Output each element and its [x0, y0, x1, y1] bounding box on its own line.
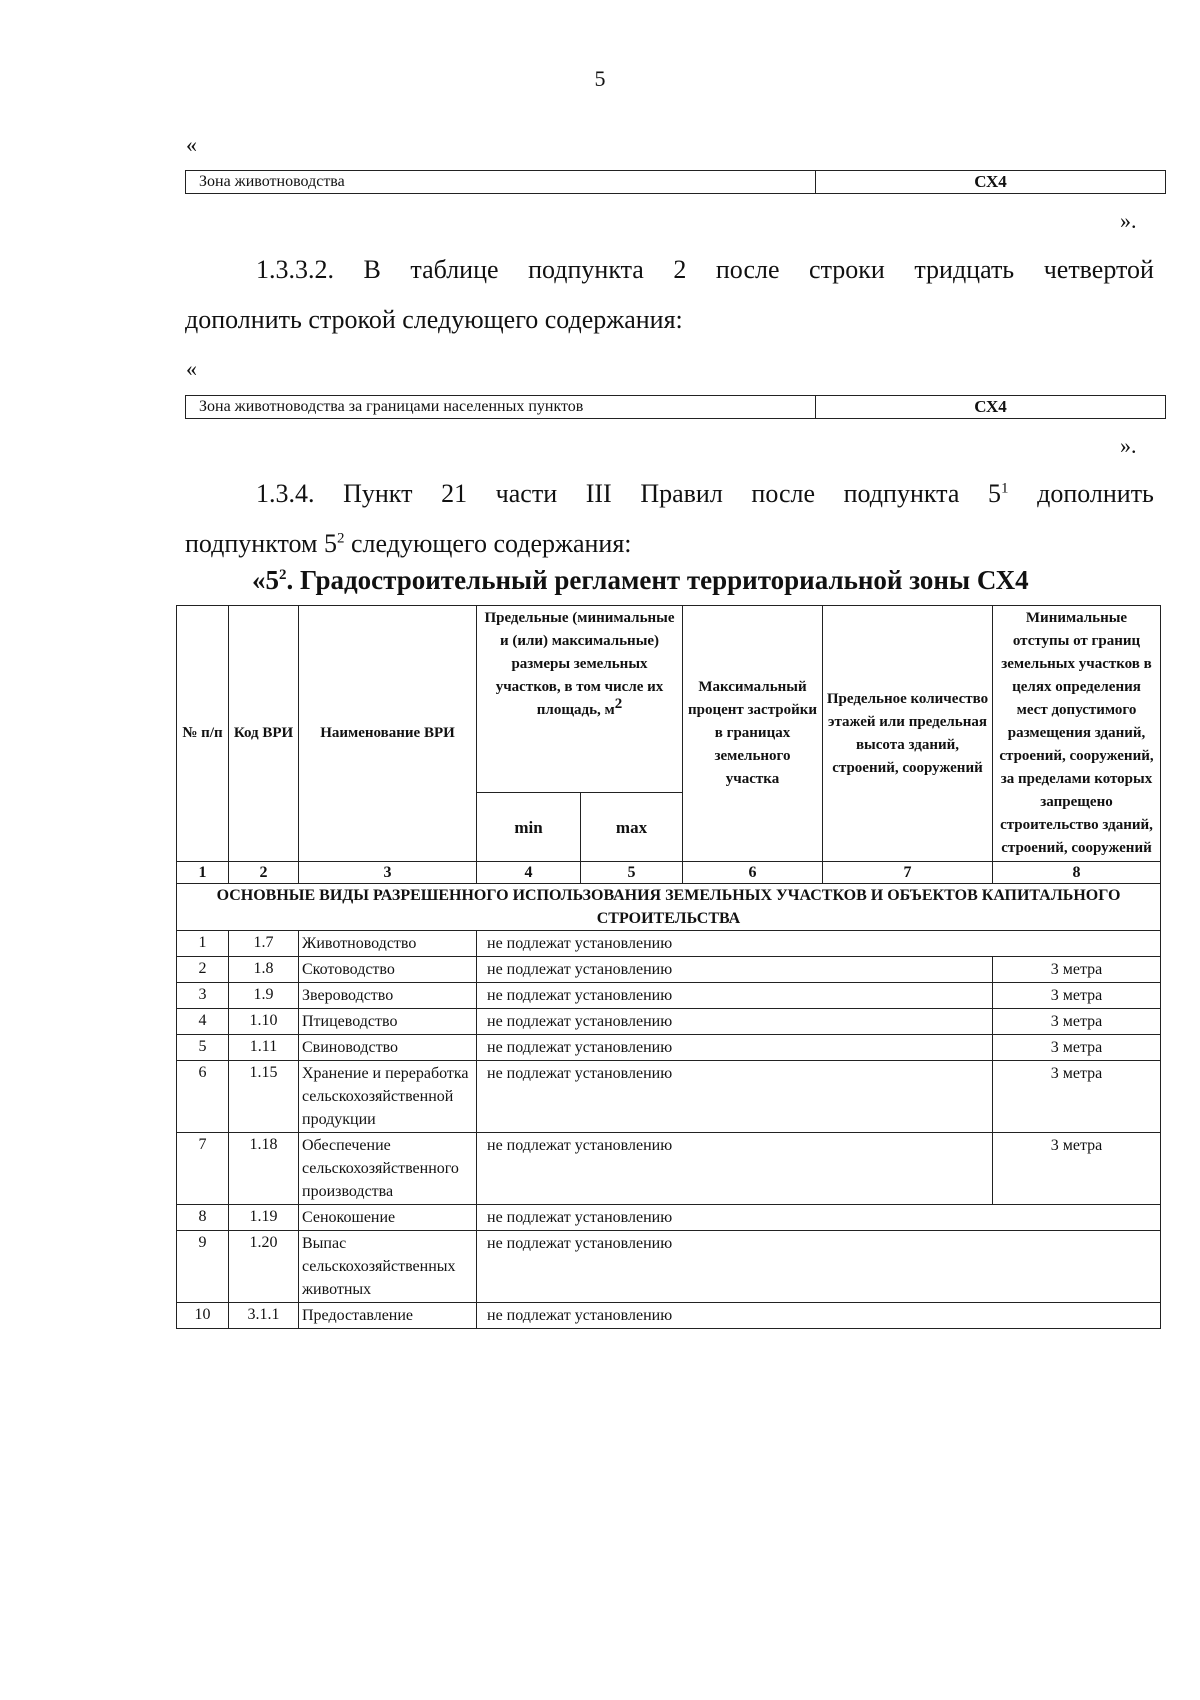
row-value: не подлежат установлению: [477, 1231, 1161, 1303]
header-col-8: Минимальные отступы от границ земельных участков в целях определения мест допустимого размещения зданий, строений, сооружений, за пределами которых запрещено строительство зданий, строений, сооружений: [993, 606, 1161, 862]
p1-word: 1.3.3.2.: [256, 255, 334, 284]
row-number: 6: [177, 1061, 229, 1133]
table-row: [177, 983, 1161, 1009]
p2-subpoint-ref: [988, 480, 1009, 508]
quote-close-2: ».: [1120, 433, 1137, 458]
row-number: 8: [177, 1205, 229, 1231]
row-setback: 3 метра: [993, 983, 1161, 1009]
header-col-1: № п/п: [177, 606, 229, 862]
header-col-3: Наименование ВРИ: [299, 606, 477, 862]
p2-l2-pre: подпунктом 5: [185, 529, 337, 558]
header-col-7: Предельное количество этажей или предельная высота зданий, строений, сооружений: [823, 606, 993, 862]
quote-open-2: «: [186, 356, 197, 381]
row-name: Скотоводство: [299, 957, 477, 983]
col-number: 1: [177, 862, 229, 884]
row-code: 1.9: [229, 983, 299, 1009]
row-number: 3: [177, 983, 229, 1009]
section-row-title: ОСНОВНЫЕ ВИДЫ РАЗРЕШЕННОГО ИСПОЛЬЗОВАНИЯ ЗЕМЕЛЬНЫХ УЧАСТКОВ И ОБЪЕКТОВ КАПИТАЛЬНОГО СТРОИТЕЛЬСТВА: [177, 884, 1161, 931]
section-title-post: . Градостроительный регламент территориальной зоны СХ4: [286, 565, 1029, 595]
p1-word: тридцать: [914, 255, 1015, 284]
p1-word: В: [363, 255, 381, 284]
p2-word: дополнить: [1037, 479, 1154, 508]
section-title-pre: «5: [252, 565, 279, 595]
row-value: не подлежат установлению: [477, 983, 993, 1009]
row-code: 3.1.1: [229, 1303, 299, 1329]
row-number: 5: [177, 1035, 229, 1061]
p1-word: подпункта: [528, 255, 644, 284]
table-row: [177, 1133, 1161, 1205]
row-number: 9: [177, 1231, 229, 1303]
row-setback: 3 метра: [993, 957, 1161, 983]
row-value: не подлежат установлению: [477, 1303, 1161, 1329]
row-value: не подлежат установлению: [477, 1009, 993, 1035]
row-value: не подлежат установлению: [477, 957, 993, 983]
row-code: 1.18: [229, 1133, 299, 1205]
p1-word: строки: [809, 255, 885, 284]
row-value: не подлежат установлению: [477, 1035, 993, 1061]
zone-name-1: Зона животноводства: [186, 171, 816, 194]
row-code: 1.20: [229, 1231, 299, 1303]
section-title-sup: 2: [279, 567, 287, 583]
header-col-45-text: Предельные (минимальные и (или) максимальные) размеры земельных участков, в том числе их площадь, м: [484, 610, 675, 718]
p1-word: четвертой: [1043, 255, 1154, 284]
p2-word: III: [585, 479, 612, 508]
table-row: [177, 931, 1161, 957]
row-name: Свиноводство: [299, 1035, 477, 1061]
p2-word: 1.3.4.: [256, 479, 315, 508]
para-1-line-2: дополнить строкой следующего содержания:: [185, 305, 683, 334]
row-number: 4: [177, 1009, 229, 1035]
col-number: 7: [823, 862, 993, 884]
table-row: [177, 957, 1161, 983]
para-1-line-1: [256, 256, 1154, 284]
p2-word: подпункта: [843, 479, 960, 508]
p1-word: после: [715, 255, 780, 284]
zone-code-1: СХ4: [816, 171, 1166, 194]
row-code: 1.8: [229, 957, 299, 983]
col-number: 3: [299, 862, 477, 884]
p2-sup: 1: [1000, 480, 1009, 497]
zone-code-2: СХ4: [816, 396, 1166, 419]
row-name: Звероводство: [299, 983, 477, 1009]
row-name: Сенокошение: [299, 1205, 477, 1231]
regulation-table: [176, 605, 1161, 1329]
p2-word: части: [495, 479, 558, 508]
zone-name-2: Зона животноводства за границами населенных пунктов: [186, 396, 816, 419]
row-name: Птицеводство: [299, 1009, 477, 1035]
zone-table-1: [185, 170, 1166, 194]
col-number: 8: [993, 862, 1161, 884]
row-value: не подлежат установлению: [477, 1205, 1161, 1231]
para-2-line-2: [185, 530, 632, 558]
row-setback: 3 метра: [993, 1061, 1161, 1133]
zone-table-2: [185, 395, 1166, 419]
header-col-6: Максимальный процент застройки в границах земельного участка: [683, 606, 823, 862]
row-name: Хранение и переработка сельскохозяйственной продукции: [299, 1061, 477, 1133]
row-number: 7: [177, 1133, 229, 1205]
row-name: Обеспечение сельскохозяйственного производства: [299, 1133, 477, 1205]
row-name: Выпас сельскохозяйственных животных: [299, 1231, 477, 1303]
row-code: 1.10: [229, 1009, 299, 1035]
row-name: Предоставление: [299, 1303, 477, 1329]
row-code: 1.15: [229, 1061, 299, 1133]
p2-word: после: [751, 479, 816, 508]
row-code: 1.19: [229, 1205, 299, 1231]
table-row: [177, 1303, 1161, 1329]
row-number: 2: [177, 957, 229, 983]
page-number: 5: [594, 66, 606, 91]
row-number: 1: [177, 931, 229, 957]
p2-l2-sup: 2: [337, 530, 345, 547]
header-col-45-sup: 2: [614, 696, 623, 712]
header-col-5: max: [581, 793, 683, 862]
row-setback: 3 метра: [993, 1035, 1161, 1061]
row-setback: 3 метра: [993, 1133, 1161, 1205]
table-row: [177, 1061, 1161, 1133]
p1-word: таблице: [410, 255, 499, 284]
table-row: [177, 1009, 1161, 1035]
header-col-45: [477, 606, 683, 793]
col-number: 4: [477, 862, 581, 884]
quote-close-1: ».: [1120, 208, 1137, 233]
row-number: 10: [177, 1303, 229, 1329]
p2-word: Пункт: [343, 479, 413, 508]
row-value: не подлежат установлению: [477, 1061, 993, 1133]
row-value: не подлежат установлению: [477, 931, 1161, 957]
quote-open-1: «: [186, 132, 197, 157]
p2-word: Правил: [640, 479, 723, 508]
col-number: 5: [581, 862, 683, 884]
p1-word: 2: [673, 255, 687, 284]
table-row: [177, 1231, 1161, 1303]
p2-l2-post: следующего содержания:: [344, 529, 632, 558]
row-code: 1.11: [229, 1035, 299, 1061]
row-name: Животноводство: [299, 931, 477, 957]
para-2-line-1: [256, 480, 1154, 508]
col-number: 6: [683, 862, 823, 884]
row-code: 1.7: [229, 931, 299, 957]
col-number: 2: [229, 862, 299, 884]
table-row: [177, 1035, 1161, 1061]
row-setback: 3 метра: [993, 1009, 1161, 1035]
table-row: [177, 1205, 1161, 1231]
header-col-2: Код ВРИ: [229, 606, 299, 862]
p2-word: 21: [441, 479, 468, 508]
header-col-4: min: [477, 793, 581, 862]
row-value: не подлежат установлению: [477, 1133, 993, 1205]
p2-num: 5: [987, 479, 1001, 508]
section-title: [252, 565, 1029, 596]
